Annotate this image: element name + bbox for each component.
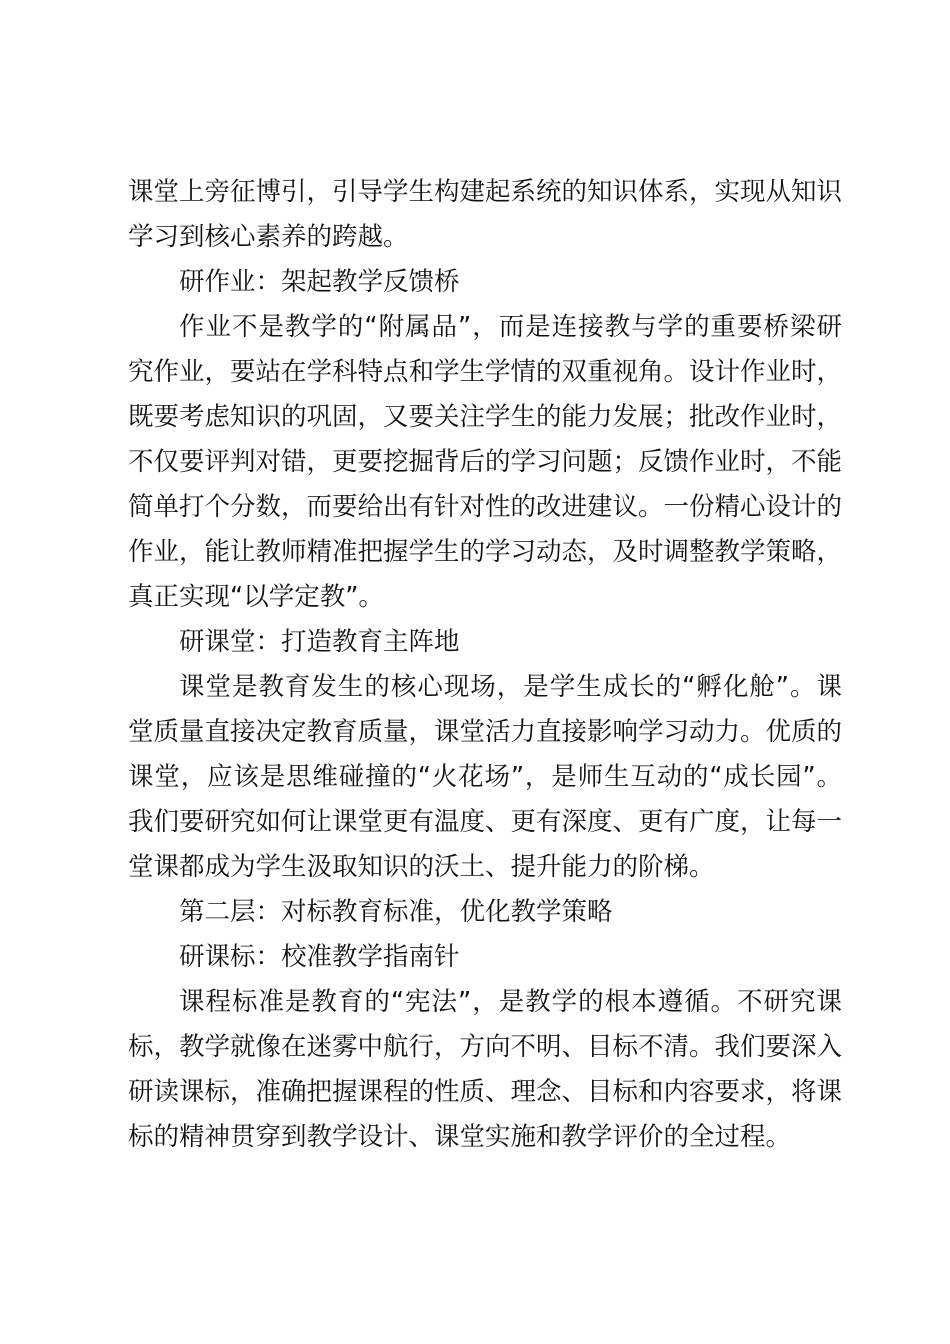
section-heading-level-two: 第二层：对标教育标准，优化教学策略 bbox=[179, 897, 613, 927]
paragraph-continuation: 课堂上旁征博引，引导学生构建起系统的知识体系，实现从知识学习到核心素养的跨越。 bbox=[128, 177, 843, 252]
section-heading-curriculum-standard: 研课标：校准教学指南针 bbox=[179, 942, 460, 972]
paragraph-classroom: 课堂是教育发生的核心现场，是学生成长的“孵化舱”。课堂质量直接决定教育质量，课堂活力直接影响学习动力。优质的课堂，应该是思维碰撞的“火花场”，是师生互动的“成长园”。我们要研究如何让课堂更有温度、更有深度、更有广度，让每一堂课都成为学生汲取知识的沃土、提升能力的阶梯。 bbox=[128, 672, 843, 882]
section-heading-classroom: 研课堂：打造教育主阵地 bbox=[179, 627, 460, 657]
document-page bbox=[128, 170, 842, 1160]
section-heading-homework: 研作业：架起教学反馈桥 bbox=[179, 267, 460, 297]
paragraph-curriculum-standard: 课程标准是教育的“宪法”，是教学的根本遵循。不研究课标，教学就像在迷雾中航行，方向不明、目标不清。我们要深入研读课标，准确把握课程的性质、理念、目标和内容要求，将课标的精神贯穿到教学设计、课堂实施和教学评价的全过程。 bbox=[128, 987, 843, 1152]
paragraph-homework: 作业不是教学的“附属品”，而是连接教与学的重要桥梁研究作业，要站在学科特点和学生学情的双重视角。设计作业时，既要考虑知识的巩固，又要关注学生的能力发展；批改作业时，不仅要评判对错，更要挖掘背后的学习问题；反馈作业时，不能简单打个分数，而要给出有针对性的改进建议。一份精心设计的作业，能让教师精准把握学生的学习动态，及时调整教学策略，真正实现“以学定教”。 bbox=[128, 312, 843, 612]
